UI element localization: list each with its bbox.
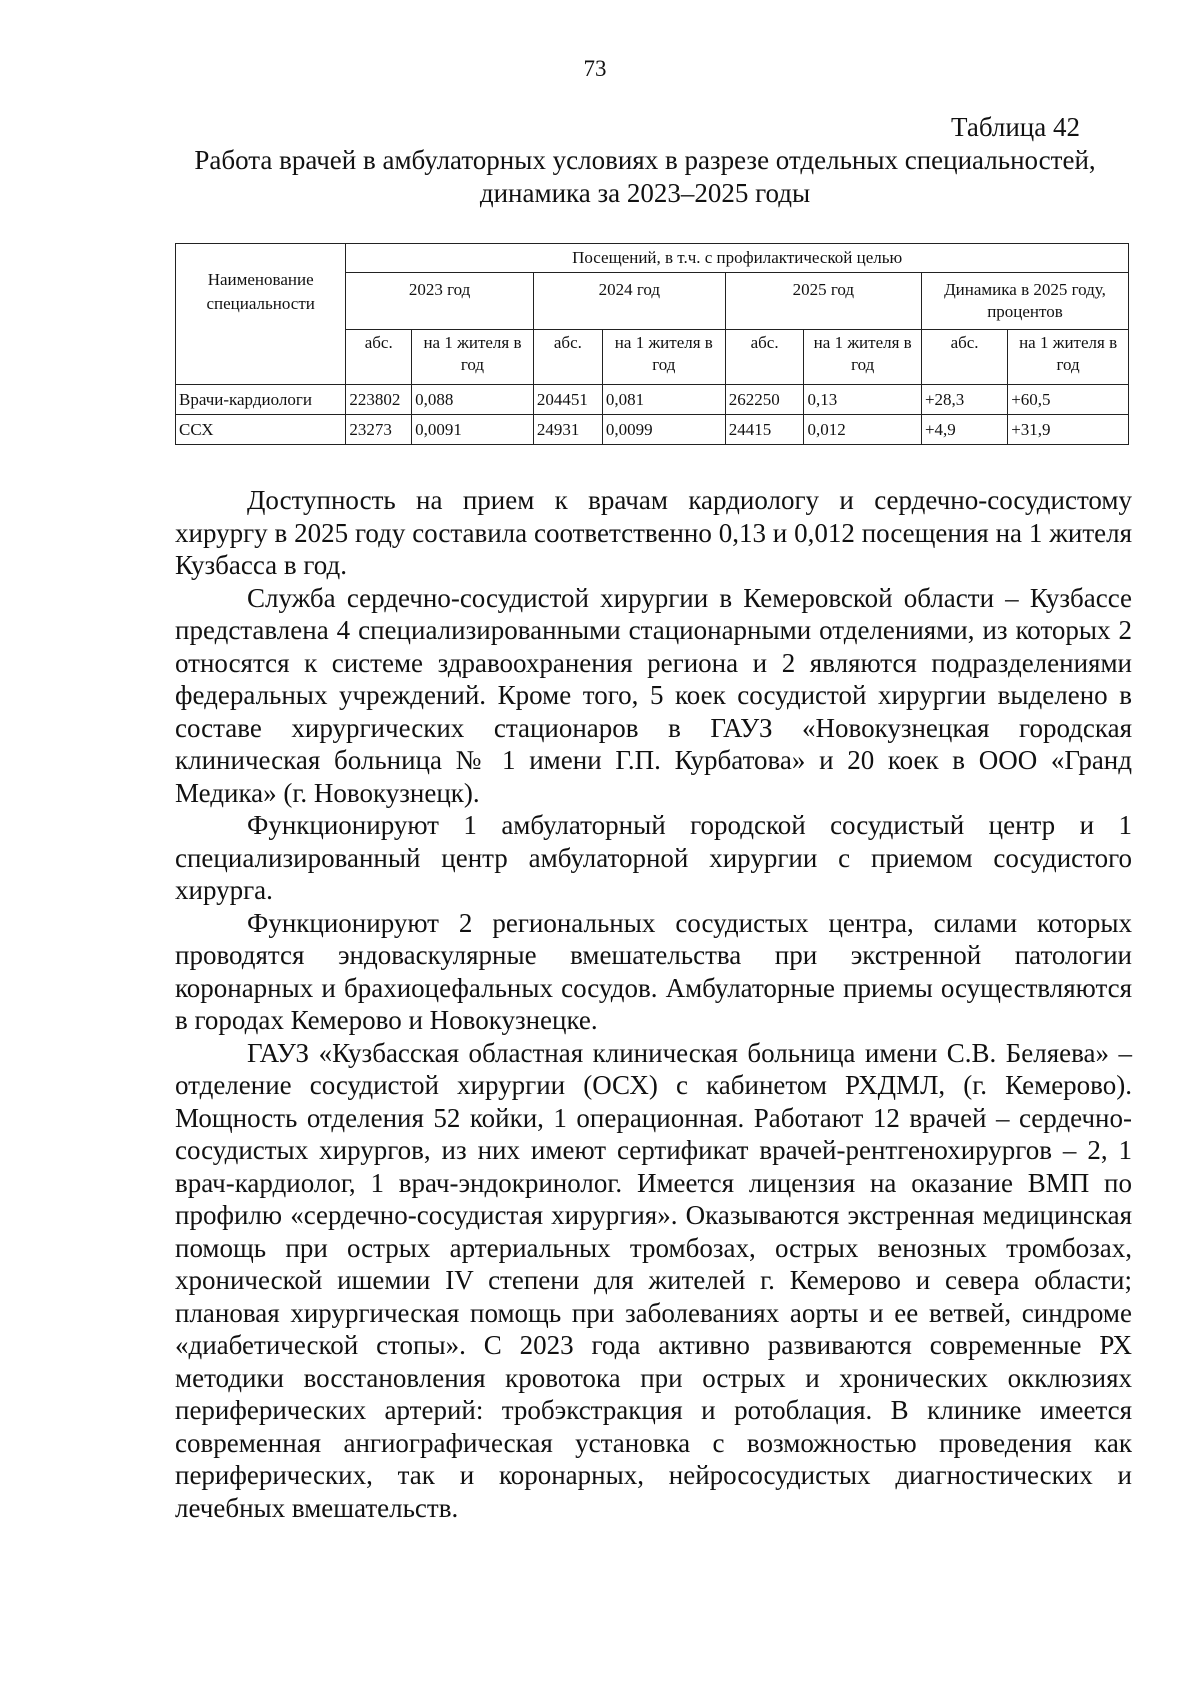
table-cell: 0,081 [602, 385, 725, 415]
table-cell: 24415 [725, 415, 804, 445]
paragraph: Функционируют 1 амбулаторный городской сосудистый центр и 1 специализированный центр амбулаторной хирургии с приемом сосудистого хирурга. [175, 810, 1132, 905]
statistics-table [175, 243, 1129, 445]
column-header-2023: 2023 год [346, 273, 534, 330]
table-row [176, 385, 1129, 415]
column-header-dynamics: Динамика в 2025 году, процентов [921, 273, 1128, 330]
page-number: 73 [583, 56, 607, 81]
subheader-abs: абс. [346, 330, 412, 385]
table-cell: 204451 [533, 385, 602, 415]
table-title: Работа врачей в амбулаторных условиях в разрезе отдельных специальностей, динамика за 2023–2025 годы [194, 145, 1096, 208]
table-cell: 0,088 [412, 385, 534, 415]
paragraph: Доступность на прием к врачам кардиологу и сердечно-сосудистому хирургу в 2025 году составила соответственно 0,13 и 0,012 посещения на 1 жителя Кузбасса в год. [175, 485, 1132, 580]
table-cell: 262250 [725, 385, 804, 415]
table-cell: 223802 [346, 385, 412, 415]
paragraph: Служба сердечно-сосудистой хирургии в Кемеровской области – Кузбассе представлена 4 специализированными стационарными отделениями, из которых 2 относятся к системе здравоохранения региона и 2 являются подразделениями федеральных учреждений. Кроме того, 5 коек сосудистой хирургии выделено в составе хирургических стационаров в ГАУЗ «Новокузнецкая городская клиническая больница № 1 имени Г.П. Курбатова» и 20 коек в ООО «Гранд Медика» (г. Новокузнецк). [175, 582, 1132, 808]
column-header-2024: 2024 год [533, 273, 725, 330]
paragraph: ГАУЗ «Кузбасская областная клиническая больница имени С.В. Беляева» – отделение сосудистой хирургии (ОСХ) с кабинетом РХДМЛ, (г. Кемерово). Мощность отделения 52 койки, 1 операционная. Работают 12 врачей – сердечно-сосудистых хирургов, из них имеют сертификат врачей-рентгенохирургов – 2, 1 врач-кардиолог, 1 врач-эндокринолог. Имеется лицензия на оказание ВМП по профилю «сердечно-сосудистая хирургия». Оказываются экстренная медицинская помощь при острых артериальных тромбозах, острых венозных тромбозах, хронической ишемии IV степени для жителей г. Кемерово и севера области; плановая хирургическая помощь при заболеваниях аорты и ее ветвей, синдроме «диабетической стопы». С 2023 года активно развиваются современные РХ методики восстановления кровотока при острых и хронических окклюзиях периферических артерий: тробэкстракция и ротоблация. В клинике имеется современная ангиографическая установка с возможностью проведения как периферических, так и коронарных, нейрососудистых диагностических и лечебных вмешательств. [175, 1037, 1132, 1523]
table-cell: 0,0091 [412, 415, 534, 445]
subheader-abs: абс. [921, 330, 1007, 385]
table-cell: +31,9 [1008, 415, 1129, 445]
column-header-2025: 2025 год [725, 273, 921, 330]
subheader-abs: абс. [533, 330, 602, 385]
table-cell: Врачи-кардиологи [176, 385, 346, 415]
table-row [176, 415, 1129, 445]
table-cell: +4,9 [921, 415, 1007, 445]
table-cell: +28,3 [921, 385, 1007, 415]
table-cell: 0,13 [804, 385, 922, 415]
column-header-visits: Посещений, в т.ч. с профилактической целью [346, 244, 1129, 273]
table-cell: ССХ [176, 415, 346, 445]
subheader-abs: абс. [725, 330, 804, 385]
subheader-per-resident: на 1 жителя в год [412, 330, 534, 385]
table-label: Таблица 42 [951, 112, 1080, 142]
table-cell: 23273 [346, 415, 412, 445]
table-cell: 0,012 [804, 415, 922, 445]
table-cell: +60,5 [1008, 385, 1129, 415]
body-text [175, 484, 1132, 1524]
table-cell: 0,0099 [602, 415, 725, 445]
subheader-per-resident: на 1 жителя в год [1008, 330, 1129, 385]
paragraph: Функционируют 2 региональных сосудистых центра, силами которых проводятся эндоваскулярные вмешательства при экстренной патологии коронарных и брахиоцефальных сосудов. Амбулаторные приемы осуществляются в городах Кемерово и Новокузнецке. [175, 907, 1132, 1035]
table-cell: 24931 [533, 415, 602, 445]
subheader-per-resident: на 1 жителя в год [602, 330, 725, 385]
subheader-per-resident: на 1 жителя в год [804, 330, 922, 385]
column-header-specialty: Наименование специальности [176, 244, 346, 385]
